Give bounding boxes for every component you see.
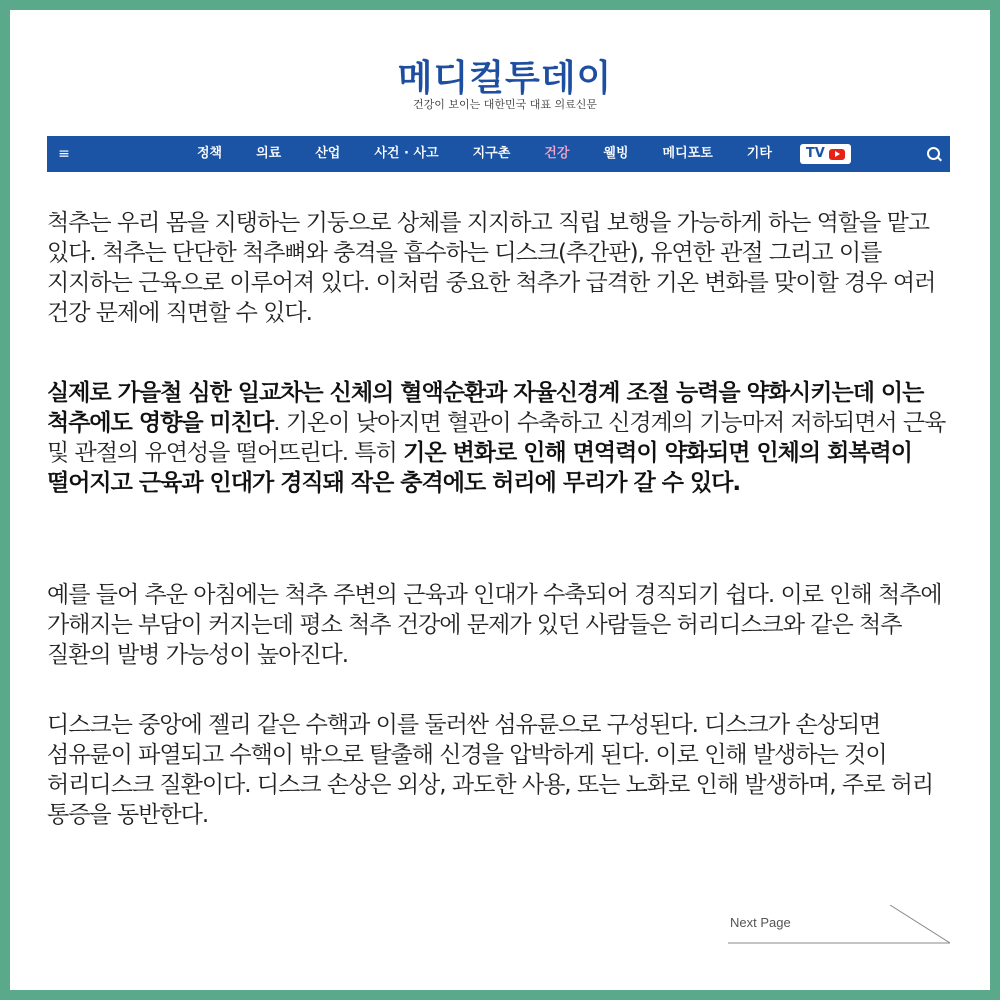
site-tagline: 건강이 보이는 대한민국 대표 의료신문 — [412, 98, 597, 111]
nav-item-health[interactable]: 건강 — [544, 146, 570, 161]
nav-item-etc[interactable]: 기타 — [746, 146, 772, 161]
article-paragraph-1: 척추는 우리 몸을 지탱하는 기둥으로 상체를 지지하고 직립 보행을 가능하게 하는 역할을 맡고 있다. 척추는 단단한 척추뼈와 충격을 흡수하는 디스크(추간판), 유연한 관절 그리고 이를 지지하는 근육으로 이루어져 있다. 이처럼 중요한 척추가 급격한 기온 변화를 맞이할 경우 여러 건강 문제에 직면할 수 있다. — [47, 210, 936, 326]
nav-item-incidents[interactable]: 사건 · 사고 — [374, 146, 439, 161]
paragraph-2-text: . 기온이 낮아지면 혈관이 수축하고 신경계의 기능마저 저하되면서 근육 및 관절의 유연성을 떨어뜨린다. 특히 — [47, 410, 946, 466]
site-logo[interactable]: 메디컬투데이 — [397, 58, 613, 99]
nav-item-medical[interactable]: 의료 — [256, 146, 282, 161]
nav-item-mediphoto[interactable]: 메디포토 — [662, 146, 713, 161]
nav-item-policy[interactable]: 정책 — [197, 146, 223, 161]
category-nav-bar — [47, 136, 950, 172]
next-page-label: Next Page — [730, 915, 791, 930]
hamburger-menu-icon[interactable]: ≡ — [58, 146, 70, 162]
emphasis-text-2: 기온 변화로 인해 면역력이 약화되면 인체의 회복력이 떨어지고 근육과 인대가 경직돼 작은 충격에도 허리에 무리가 갈 수 있다 — [47, 440, 912, 496]
emphasis-text-1: 실제로 가을철 심한 일교차는 신체의 혈액순환과 자율신경계 조절 능력을 약화시키는데 이는 척추에도 영향을 미친다 — [47, 380, 924, 436]
nav-item-world[interactable]: 지구촌 — [472, 146, 511, 161]
nav-item-wellbeing[interactable]: 웰빙 — [603, 146, 629, 161]
masthead — [380, 58, 630, 112]
youtube-play-icon — [829, 149, 845, 160]
nav-item-industry[interactable]: 산업 — [315, 146, 341, 161]
article-paragraph-3: 예를 들어 추운 아침에는 척추 주변의 근육과 인대가 수축되어 경직되기 쉽다. 이로 인해 척추에 가해지는 부담이 커지는데 평소 척추 건강에 문제가 있던 사람들은 허리디스크와 같은 척추 질환의 발병 가능성이 높아진다. — [47, 582, 942, 668]
nav-item-tv[interactable] — [800, 144, 851, 164]
paragraph-2-end: . — [732, 470, 741, 496]
search-icon[interactable] — [927, 147, 940, 160]
article-paragraph-4: 디스크는 중앙에 젤리 같은 수핵과 이를 둘러싼 섬유륜으로 구성된다. 디스크가 손상되면 섬유륜이 파열되고 수핵이 밖으로 탈출해 신경을 압박하게 된다. 이로 인해 발생하는 것이 허리디스크 질환이다. 디스크 손상은 외상, 과도한 사용, 또는 노화로 인해 발생하며, 주로 허리 통증을 동반한다. — [47, 712, 934, 828]
article-paragraph-2 — [47, 378, 957, 498]
next-page-link[interactable] — [728, 905, 950, 945]
tv-label: TV — [805, 146, 825, 161]
nav-menu — [197, 136, 885, 172]
